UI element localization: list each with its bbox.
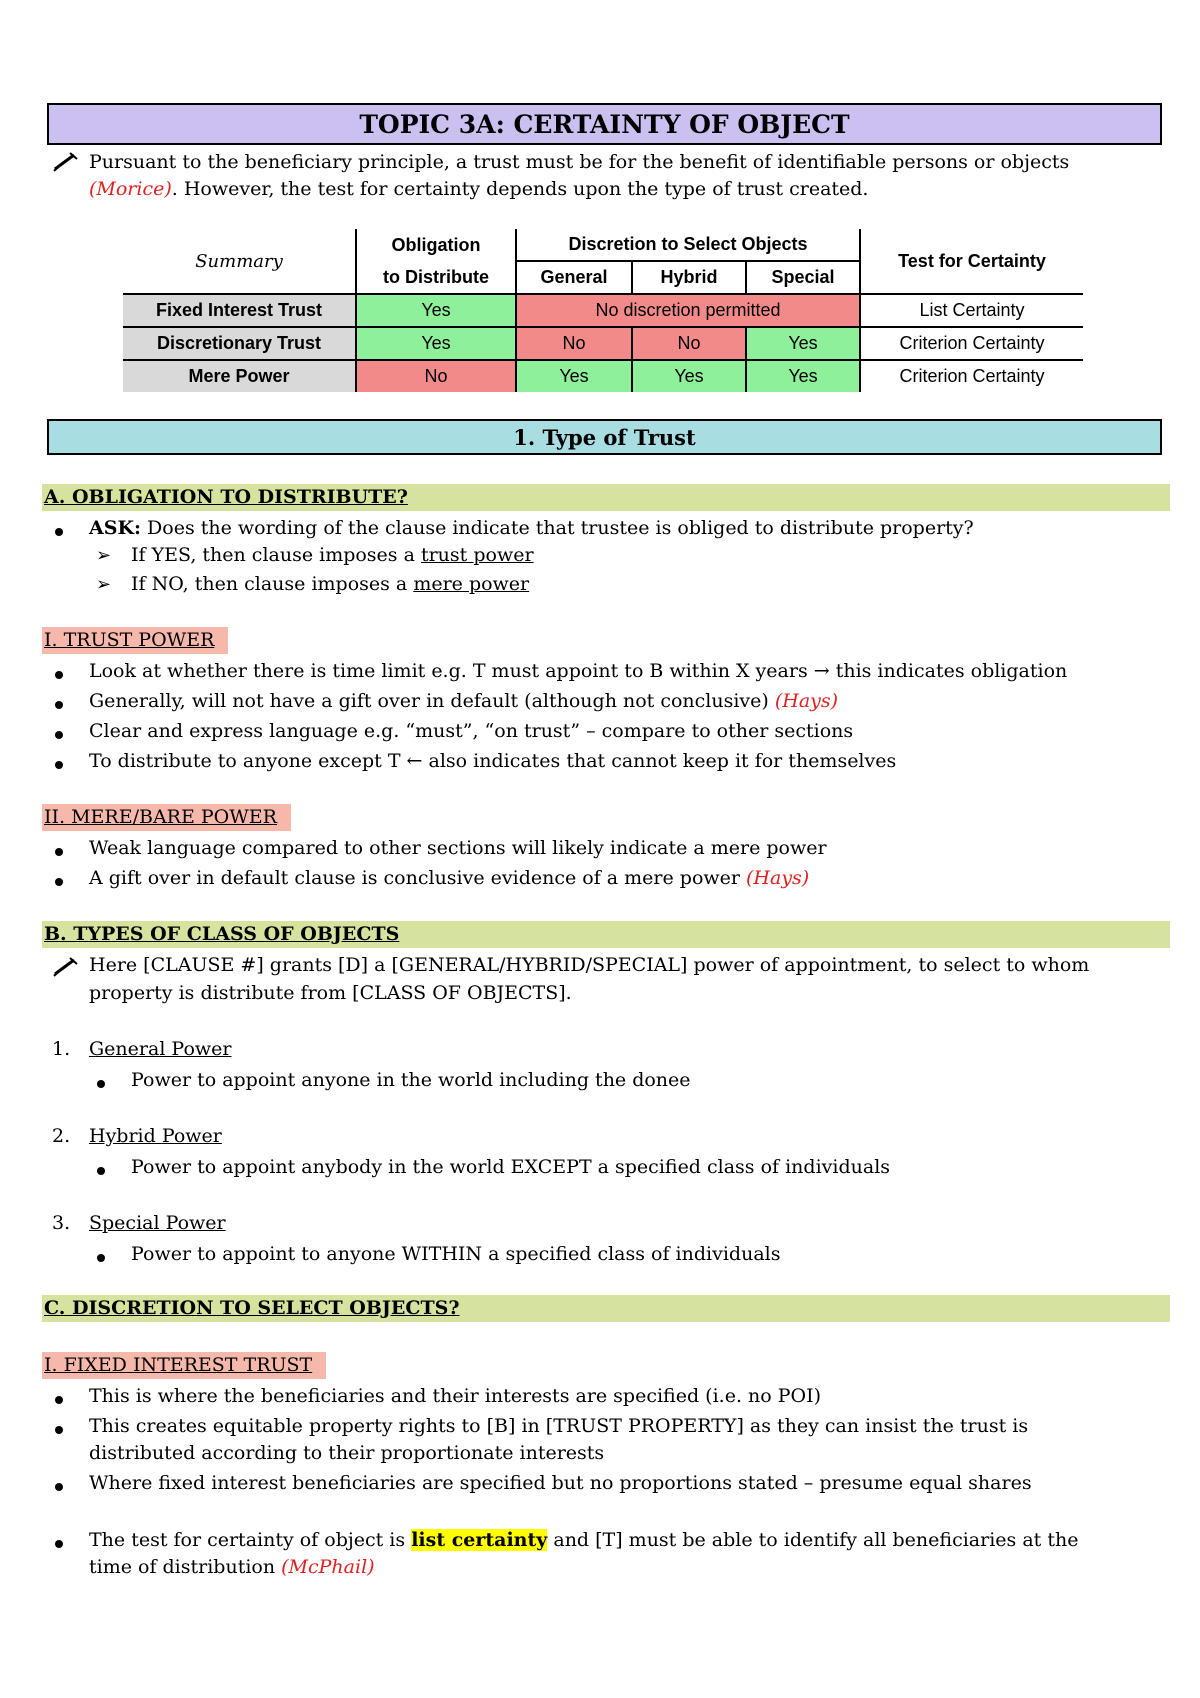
list-item	[89, 1527, 1078, 1554]
arrow-bullet-icon: ➢	[96, 545, 112, 566]
intro-line-2	[89, 176, 868, 203]
pencil-icon	[52, 957, 78, 977]
bullet	[97, 1080, 105, 1088]
row-label: Fixed Interest Trust	[123, 294, 356, 327]
col-discretion: Discretion to Select Objects	[516, 229, 860, 261]
mp-b2-text: A gift over in default clause is conclusive evidence of a mere power	[89, 867, 747, 889]
bullet	[55, 1483, 63, 1491]
bullet	[55, 731, 63, 739]
list-item: Look at whether there is time limit e.g. T must appoint to B within X years → this indicates obligation	[89, 660, 1068, 682]
subheading-mere-power: II. MERE/BARE POWER	[42, 804, 291, 831]
list-item: This is where the beneficiaries and their interests are specified (i.e. no POI)	[89, 1385, 822, 1407]
cell-special: Yes	[746, 327, 860, 360]
col-hybrid: Hybrid	[632, 261, 746, 294]
page-title: TOPIC 3A: CERTAINTY OF OBJECT	[47, 103, 1162, 145]
bullet	[97, 1167, 105, 1175]
bullet	[55, 1540, 63, 1548]
intro-text-b: . However, the test for certainty depends upon the type of trust created.	[171, 178, 869, 200]
cell-obligation: No	[356, 360, 516, 392]
subheading-fixed-interest: I. FIXED INTEREST TRUST	[42, 1352, 326, 1379]
list-item: Power to appoint anyone in the world including the donee	[131, 1069, 691, 1091]
list-item: Where fixed interest beneficiaries are specified but no proportions stated – presume equal shares	[89, 1472, 1032, 1494]
intro-text-a: Pursuant to the beneficiary principle, a trust must be for the benefit of identifiable persons or objects	[89, 151, 1070, 173]
item-number: 1.	[52, 1038, 71, 1060]
list-item	[89, 865, 809, 892]
subheading-trust-power: I. TRUST POWER	[42, 627, 228, 654]
table-row	[123, 360, 1083, 392]
section-heading-b: B. TYPES OF CLASS OF OBJECTS	[42, 921, 1170, 948]
section-title: 1. Type of Trust	[47, 419, 1162, 455]
bullet	[55, 761, 63, 769]
pencil-icon	[52, 152, 78, 172]
bullet	[55, 671, 63, 679]
col-special: Special	[746, 261, 860, 294]
table-row	[123, 327, 1083, 360]
no-text: If NO, then clause imposes a	[131, 573, 414, 595]
table-row	[123, 294, 1083, 327]
list-item: This creates equitable property rights to [B] in [TRUST PROPERTY] as they can insist the trust is	[89, 1415, 1029, 1437]
col-test: Test for Certainty	[860, 229, 1083, 294]
mp-b2-case: (Hays)	[746, 867, 810, 889]
item-title: Hybrid Power	[89, 1125, 222, 1147]
bullet	[55, 528, 63, 536]
list-item-cont	[89, 1554, 375, 1581]
col-obligation-1: Obligation	[356, 229, 516, 261]
item-number: 3.	[52, 1212, 71, 1234]
ask-text: Does the wording of the clause indicate that trustee is obliged to distribute property?	[141, 517, 974, 539]
fx-b4-highlight: list certainty	[411, 1529, 548, 1551]
cell-general: Yes	[516, 360, 632, 392]
fx-b4-case: (McPhail)	[281, 1556, 375, 1578]
cell-obligation: Yes	[356, 327, 516, 360]
row-label: Discretionary Trust	[123, 327, 356, 360]
list-item: Clear and express language e.g. “must”, “on trust” – compare to other sections	[89, 720, 854, 742]
bullet	[55, 1396, 63, 1404]
summary-table	[123, 229, 1083, 392]
list-item	[89, 515, 974, 542]
summary-corner: Summary	[123, 229, 356, 294]
fx-b4-pre: The test for certainty of object is	[89, 1529, 412, 1551]
ask-label: ASK:	[89, 517, 141, 539]
cell-general: No	[516, 327, 632, 360]
cell-test: List Certainty	[860, 294, 1083, 327]
row-label: Mere Power	[123, 360, 356, 392]
col-general: General	[516, 261, 632, 294]
cell-obligation: Yes	[356, 294, 516, 327]
bullet	[55, 1426, 63, 1434]
list-item-cont: distributed according to their proportionate interests	[89, 1442, 605, 1464]
list-item: To distribute to anyone except T ← also indicates that cannot keep it for themselves	[89, 750, 897, 772]
cell-special: Yes	[746, 360, 860, 392]
intro-case: (Morice)	[89, 178, 172, 200]
cell-hybrid: No	[632, 327, 746, 360]
section-heading-a: A. OBLIGATION TO DISTRIBUTE?	[42, 484, 1170, 511]
intro-line-1	[89, 149, 1069, 176]
list-item: Weak language compared to other sections will likely indicate a mere power	[89, 837, 827, 859]
list-item	[89, 688, 838, 715]
cell-test: Criterion Certainty	[860, 327, 1083, 360]
cell-hybrid: Yes	[632, 360, 746, 392]
tp-b2-case: (Hays)	[774, 690, 839, 712]
yes-term: trust power	[420, 544, 534, 566]
cell-no-discretion: No discretion permitted	[516, 294, 860, 327]
secb-line-1: Here [CLAUSE #] grants [D] a [GENERAL/HYBRID/SPECIAL] power of appointment, to select to whom	[89, 954, 1090, 976]
secb-line-2: property is distribute from [CLASS OF OBJECTS].	[89, 982, 572, 1004]
list-item: Power to appoint to anyone WITHIN a specified class of individuals	[131, 1243, 781, 1265]
bullet	[55, 701, 63, 709]
item-title: General Power	[89, 1038, 232, 1060]
bullet	[55, 878, 63, 886]
bullet	[55, 848, 63, 856]
no-term: mere power	[413, 573, 530, 595]
bullet	[97, 1254, 105, 1262]
fx-b4b: time of distribution	[89, 1556, 282, 1578]
cell-test: Criterion Certainty	[860, 360, 1083, 392]
item-number: 2.	[52, 1125, 71, 1147]
list-item: Power to appoint anybody in the world EXCEPT a specified class of individuals	[131, 1156, 891, 1178]
section-heading-c: C. DISCRETION TO SELECT OBJECTS?	[42, 1295, 1170, 1322]
item-title: Special Power	[89, 1212, 226, 1234]
col-obligation-2: to Distribute	[356, 261, 516, 294]
fx-b4-post: and [T] must be able to identify all beneficiaries at the	[547, 1529, 1079, 1551]
arrow-bullet-icon: ➢	[96, 574, 112, 595]
list-item	[131, 571, 529, 598]
yes-text: If YES, then clause imposes a	[131, 544, 421, 566]
tp-b2-text: Generally, will not have a gift over in default (although not conclusive)	[89, 690, 775, 712]
list-item	[131, 542, 534, 569]
